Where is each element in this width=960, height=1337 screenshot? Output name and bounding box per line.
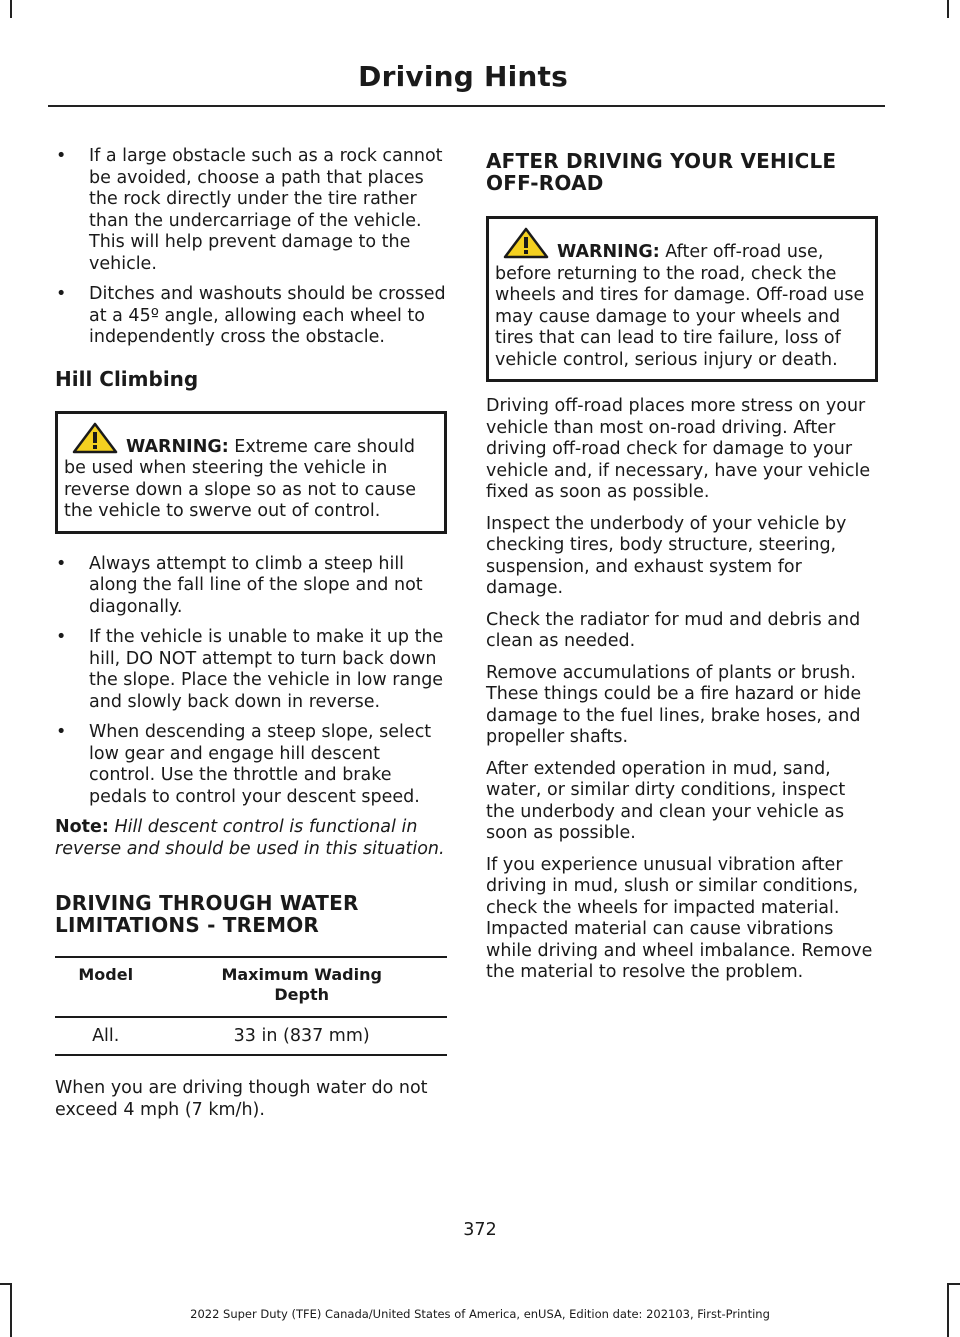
page-number: 372 (463, 1220, 497, 1240)
bullet-marker: • (56, 627, 67, 647)
column-header-model: Model (55, 957, 156, 1017)
wading-depth-table (55, 956, 447, 1056)
table-header-row (55, 957, 447, 1017)
bullet-marker: • (56, 553, 67, 574)
warning-triangle-icon (503, 227, 549, 259)
hill-descent-note (55, 817, 447, 860)
hill-bullet-list (55, 554, 447, 809)
body-paragraph: Check the radiator for mud and debris and clean as needed. (486, 609, 861, 651)
table-row (55, 1017, 447, 1055)
page-header-title: Driving Hints (358, 60, 568, 93)
body-paragraph: After extended operation in mud, sand, water, or similar dirty conditions, inspect the underbody and clean your vehicle as soon as possible. (486, 758, 846, 843)
body-paragraph: If you experience unusual vibration after driving in mud, slush or similar conditions, check the wheels for impacted material. Impacted material can cause vibrations while driving and wheel imbalance. Remove the material to resolve the problem. (486, 854, 873, 982)
column-header-depth: Maximum Wading Depth (156, 957, 447, 1017)
cell-depth: 33 in (837 mm) (156, 1017, 447, 1055)
bullet-marker: • (56, 146, 67, 166)
water-speed-paragraph: When you are driving though water do not exceed 4 mph (7 km/h). (55, 1078, 428, 1120)
bullet-marker: • (56, 284, 67, 304)
note-label: Note: (55, 817, 109, 837)
crop-mark-bottom-left-h (0, 1283, 12, 1285)
warning-label: WARNING: (126, 436, 229, 457)
footer-edition-info: 2022 Super Duty (TFE) Canada/United States of America, enUSA, Edition date: 202103, First-Printing (190, 1307, 770, 1321)
offroad-warning-box (486, 216, 878, 382)
after-offroad-heading: AFTER DRIVING YOUR VEHICLE OFF-ROAD (486, 149, 837, 195)
left-column (55, 146, 447, 1131)
list-item: • If the vehicle is unable to make it up the hill, DO NOT attempt to turn back down the slope. Place the vehicle in low range and slowly back down in reverse. (56, 627, 444, 712)
warning-text: Extreme care should be used when steering the vehicle in reverse down a slope so as not to cause the vehicle to swerve out of control. (64, 436, 416, 521)
list-item: • When descending a steep slope, select low gear and engage hill descent control. Use the throttle and brake pedals to control your descent speed. (56, 722, 432, 807)
cell-model: All. (55, 1017, 156, 1055)
bullet-marker: • (56, 722, 67, 742)
hill-warning-box (55, 411, 447, 534)
list-item: • If a large obstacle such as a rock cannot be avoided, choose a path that places the rock directly under the tire rather than the undercarriage of the vehicle. This will help prevent damage to the vehicle. (56, 146, 443, 274)
body-paragraph: Remove accumulations of plants or brush. These things could be a fire hazard or hide damage to the fuel lines, brake hoses, and propeller shafts. (486, 662, 862, 747)
note-text: Hill descent control is functional in reverse and should be used in this situation. (55, 817, 445, 859)
water-limitations-heading: DRIVING THROUGH WATER LIMITATIONS - TREMOR (55, 891, 359, 937)
warning-label: WARNING: (557, 242, 660, 262)
warning-triangle-icon (72, 422, 118, 454)
crop-mark-top-right (947, 0, 949, 18)
right-column (486, 150, 878, 994)
hill-climbing-heading: Hill Climbing (55, 366, 199, 391)
body-paragraph: Driving off-road places more stress on your vehicle than most on-road driving. After driving off-road check for damage to your vehicle and, if necessary, have your vehicle fixed as soon as possible. (486, 396, 871, 502)
crop-mark-top-left (10, 0, 12, 18)
warning-text: After off-road use, before returning to the road, check the wheels and tires for damage. Off-road use may cause damage to your wheels and tires that can lead to tire failure, loss of vehicle control, serious injury or death. (495, 242, 865, 370)
header-divider (48, 105, 885, 107)
obstacle-bullet-list (55, 146, 447, 349)
list-item: • Ditches and washouts should be crossed at a 45º angle, allowing each wheel to independently cross the obstacle. (56, 284, 446, 347)
list-item: • Always attempt to climb a steep hill along the fall line of the slope and not diagonally. (56, 553, 423, 617)
crop-mark-bottom-right-h (947, 1283, 960, 1285)
body-paragraph: Inspect the underbody of your vehicle by checking tires, body structure, steering, suspension, and exhaust system for damage. (486, 513, 847, 598)
